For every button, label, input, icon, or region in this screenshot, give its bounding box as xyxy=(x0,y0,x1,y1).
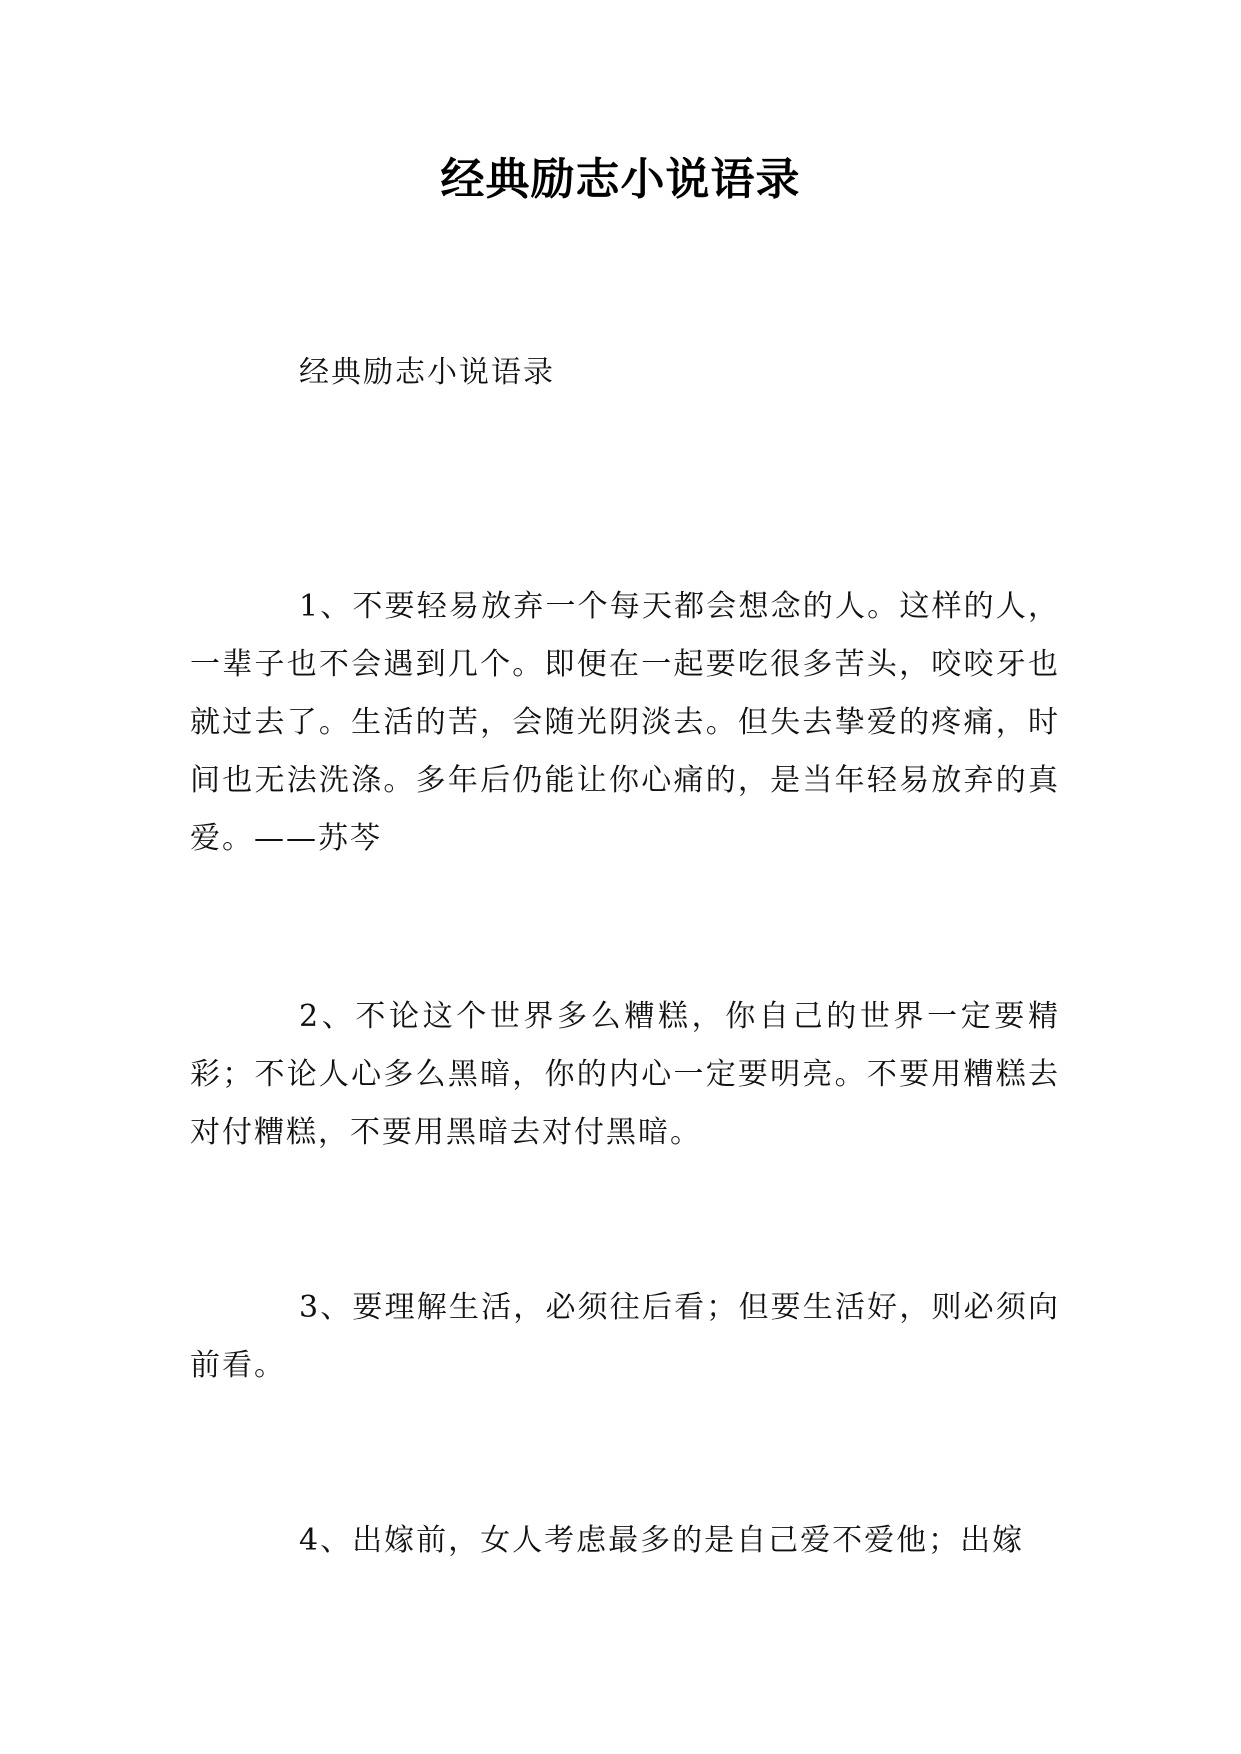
quote-paragraph-4: 4、出嫁前，女人考虑最多的是自己爱不爱他；出嫁 xyxy=(299,1523,1025,1558)
quote-paragraph-1: 1、不要轻易放弃一个每天都会想念的人。这样的人，一辈子也不会遇到几个。即便在一起要吃很多苦头，咬咬牙也就过去了。生活的苦，会随光阴淡去。但失去挚爱的疼痛，时间也无法洗涤。多年后仍能让你心痛的，是当年轻易放弃的真爱。——苏芩 xyxy=(190,589,1060,856)
document-title: 经典励志小说语录 xyxy=(440,154,801,205)
quote-paragraph-2: 2、不论这个世界多么糟糕，你自己的世界一定要精彩；不论人心多么黑暗，你的内心一定要明亮。不要用糟糕去对付糟糕，不要用黑暗去对付黑暗。 xyxy=(190,999,1060,1150)
document-subtitle: 经典励志小说语录 xyxy=(299,355,555,390)
quote-paragraph-3: 3、要理解生活，必须往后看；但要生活好，则必须向前看。 xyxy=(190,1290,1060,1383)
